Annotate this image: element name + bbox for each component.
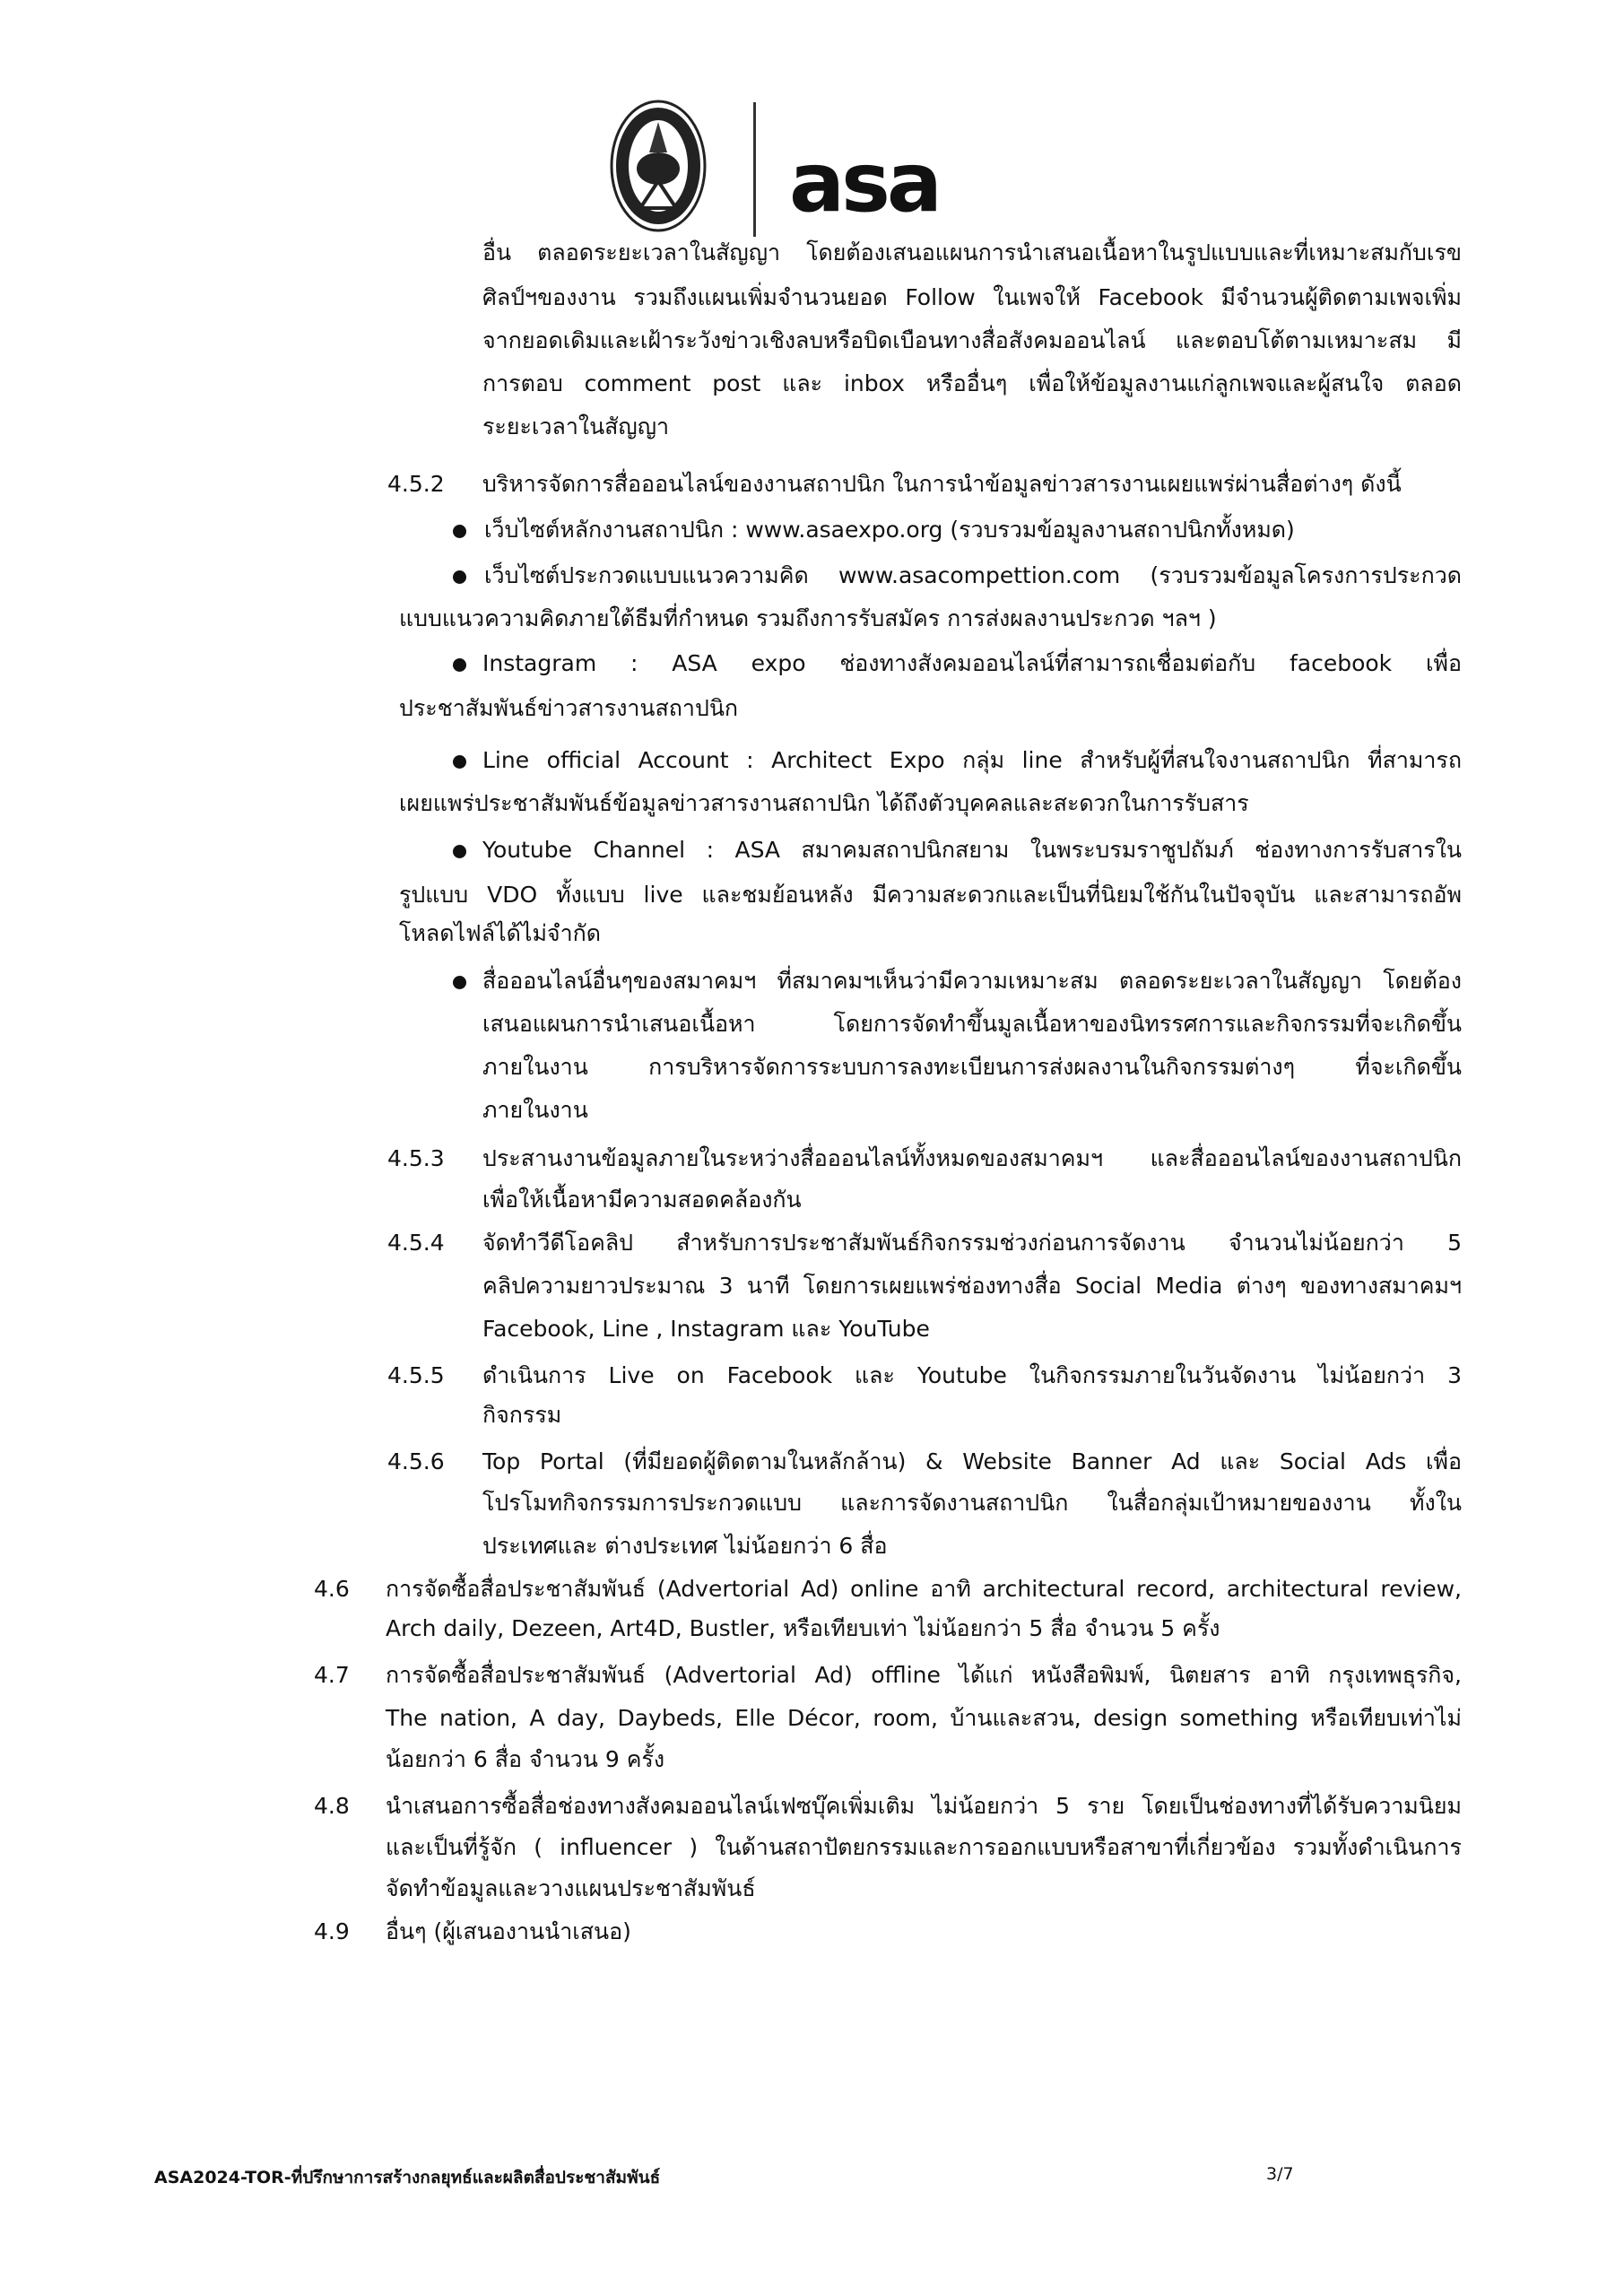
subsection-line: คลิปความยาวประมาณ 3 นาที โดยการเผยแพร่ช่องทางสื่อ Social Media ต่างๆ ของทางสมาคมฯ [482, 1273, 1462, 1299]
bullet-icon [453, 525, 466, 538]
header-logo [610, 99, 986, 242]
section-number: 4.7 [314, 1662, 350, 1688]
section-line: น้อยกว่า 6 สื่อ จำนวน 9 ครั้ง [386, 1746, 665, 1772]
bullet-icon [453, 976, 466, 989]
section-line: การจัดซื้อสื่อประชาสัมพันธ์ (Advertorial Ad) online อาทิ architectural record, architectural review, [386, 1576, 1462, 1602]
bullet-item-line: แบบแนวความคิดภายใต้ธีมที่กำหนด รวมถึงการรับสมัคร การส่งผลงานประกวด ฯลฯ ) [399, 605, 1217, 631]
section-number: 4.8 [314, 1793, 350, 1819]
section-line: Arch daily, Dezeen, Art4D, Bustler, หรือเทียบเท่า ไม่น้อยกว่า 5 สื่อ จำนวน 5 ครั้ง [386, 1615, 1220, 1641]
paragraph-line: ศิลป์ฯของงาน รวมถึงแผนเพิ่มจำนวนยอด Follow ในเพจให้ Facebook มีจำนวนผู้ติดตามเพจเพิ่ม [482, 284, 1462, 310]
section-line: จัดทำข้อมูลและวางแผนประชาสัมพันธ์ [386, 1875, 756, 1901]
paragraph-line: จากยอดเดิมและเฝ้าระวังข่าวเชิงลบหรือบิดเบือนทางสื่อสังคมออนไลน์ และตอบโต้ตามเหมาะสม มี [482, 327, 1462, 353]
bullet-item-line: รูปแบบ VDO ทั้งแบบ live และชมย้อนหลัง มีความสะดวกและเป็นที่นิยมใช้กันในปัจจุบัน และสามารถอัพ [399, 882, 1462, 908]
bullet-icon [453, 755, 466, 769]
subsection-line: Facebook, Line , Instagram และ YouTube [482, 1316, 930, 1342]
paragraph-line: การตอบ comment post และ inbox หรืออื่นๆ เพื่อให้ข้อมูลงานแก่ลูกเพจและผู้สนใจ ตลอด [482, 370, 1462, 396]
subsection-line: ประสานงานข้อมูลภายในระหว่างสื่อออนไลน์ทั้งหมดของสมาคมฯ และสื่อออนไลน์ของงานสถาปนิก [482, 1145, 1462, 1171]
subsection-line: เพื่อให้เนื้อหามีความสอดคล้องกัน [482, 1187, 802, 1213]
bullet-item-line: เผยแพร่ประชาสัมพันธ์ข้อมูลข่าวสารงานสถาปนิก ได้ถึงตัวบุคคลและสะดวกในการรับสาร [399, 790, 1249, 816]
subsection-line: ประเทศและ ต่างประเทศ ไม่น้อยกว่า 6 สื่อ [482, 1533, 888, 1559]
section-number: 4.9 [314, 1918, 350, 1944]
bullet-item-line: เว็บไซต์หลักงานสถาปนิก : www.asaexpo.org (รวบรวมข้อมูลงานสถาปนิกทั้งหมด) [484, 517, 1295, 543]
subsection-line: ดำเนินการ Live on Facebook และ Youtube ในกิจกรรมภายในวันจัดงาน ไม่น้อยกว่า 3 [482, 1362, 1462, 1388]
section-number: 4.5.2 [387, 471, 445, 497]
subsection-line: กิจกรรม [482, 1402, 562, 1428]
section-line: อื่นๆ (ผู้เสนองานนำเสนอ) [386, 1918, 631, 1944]
section-line: และเป็นที่รู้จัก ( influencer ) ในด้านสถาปัตยกรรมและการออกแบบหรือสาขาที่เกี่ยวข้อง รวมทั้งดำเนินการ [386, 1834, 1462, 1860]
section-line: นำเสนอการซื้อสื่อช่องทางสังคมออนไลน์เฟซบุ๊คเพิ่มเติม ไม่น้อยกว่า 5 ราย โดยเป็นช่องทางที่ได้รับความนิยม [386, 1793, 1462, 1819]
subsection-number: 4.5.6 [387, 1448, 445, 1474]
bullet-icon [453, 570, 466, 584]
subsection-line: โปรโมทกิจกรรมการประกวดแบบ และการจัดงานสถาปนิก ในสื่อกลุ่มเป้าหมายของงาน ทั้งใน [482, 1490, 1462, 1516]
bullet-item-line: Line official Account : Architect Expo กลุ่ม line สำหรับผู้ที่สนใจงานสถาปนิก ที่สามารถ [482, 747, 1462, 773]
footer-doc-id: ASA2024-TOR-ที่ปรึกษาการสร้างกลยุทธ์และผลิตสื่อประชาสัมพันธ์ [154, 2168, 661, 2187]
subsection-number: 4.5.4 [387, 1230, 445, 1256]
paragraph-line: ระยะเวลาในสัญญา [482, 413, 670, 439]
bullet-item-line: สื่อออนไลน์อื่นๆของสมาคมฯ ที่สมาคมฯเห็นว่ามีความเหมาะสม ตลอดระยะเวลาในสัญญา โดยต้อง [482, 968, 1462, 994]
bullet-item-line: โหลดไฟล์ได้ไม่จำกัด [399, 920, 601, 946]
subsection-number: 4.5.5 [387, 1362, 445, 1388]
bullet-item-line: Youtube Channel : ASA สมาคมสถาปนิกสยาม ในพระบรมราชูปถัมภ์ ช่องทางการรับสารใน [482, 837, 1462, 863]
bullet-item-line: ประชาสัมพันธ์ข่าวสารงานสถาปนิก [399, 695, 739, 721]
bullet-item-line: ภายในงาน [482, 1097, 588, 1123]
section-line: การจัดซื้อสื่อประชาสัมพันธ์ (Advertorial Ad) offline ได้แก่ หนังสือพิมพ์, นิตยสาร อาทิ กรุงเทพธุรกิจ, [386, 1662, 1462, 1688]
bullet-item-line: เสนอแผนการนำเสนอเนื้อหา โดยการจัดทำขึ้นมูลเนื้อหาของนิทรรศการและกิจกรรมที่จะเกิดขึ้น [482, 1011, 1462, 1037]
section-number: 4.6 [314, 1576, 350, 1602]
bullet-icon [453, 658, 466, 672]
bullet-item-line: Instagram : ASA expo ช่องทางสังคมออนไลน์ที่สามารถเชื่อมต่อกับ facebook เพื่อ [482, 650, 1462, 676]
subsection-line: Top Portal (ที่มียอดผู้ติดตามในหลักล้าน) & Website Banner Ad และ Social Ads เพื่อ [482, 1448, 1462, 1474]
subsection-number: 4.5.3 [387, 1145, 445, 1171]
section-heading: บริหารจัดการสื่อออนไลน์ของงานสถาปนิก ในการนำข้อมูลข่าวสารงานเผยแพร่ผ่านสื่อต่างๆ ดังนี้ [482, 471, 1402, 497]
paragraph-line: อื่น ตลอดระยะเวลาในสัญญา โดยต้องเสนอแผนการนำเสนอเนื้อหาในรูปแบบและที่เหมาะสมกับเรข [482, 239, 1462, 265]
footer-page-number: 3/7 [1266, 2164, 1294, 2184]
section-line: The nation, A day, Daybeds, Elle Décor, room, บ้านและสวน, design something หรือเทียบเท่าไม่ [386, 1705, 1462, 1731]
logo-divider [753, 102, 756, 237]
bullet-item-line: ภายในงาน การบริหารจัดการระบบการลงทะเบียนการส่งผลงานในกิจกรรมต่างๆ ที่จะเกิดขึ้น [482, 1054, 1462, 1080]
asa-brand-logo: asa [789, 135, 939, 230]
asa-seal-icon [610, 99, 707, 233]
bullet-icon [453, 845, 466, 858]
bullet-item-line: เว็บไซต์ประกวดแบบแนวความคิด www.asacompettion.com (รวบรวมข้อมูลโครงการประกวด [484, 562, 1462, 588]
subsection-line: จัดทำวีดีโอคลิป สำหรับการประชาสัมพันธ์กิจกรรมช่วงก่อนการจัดงาน จำนวนไม่น้อยกว่า 5 [482, 1230, 1462, 1256]
